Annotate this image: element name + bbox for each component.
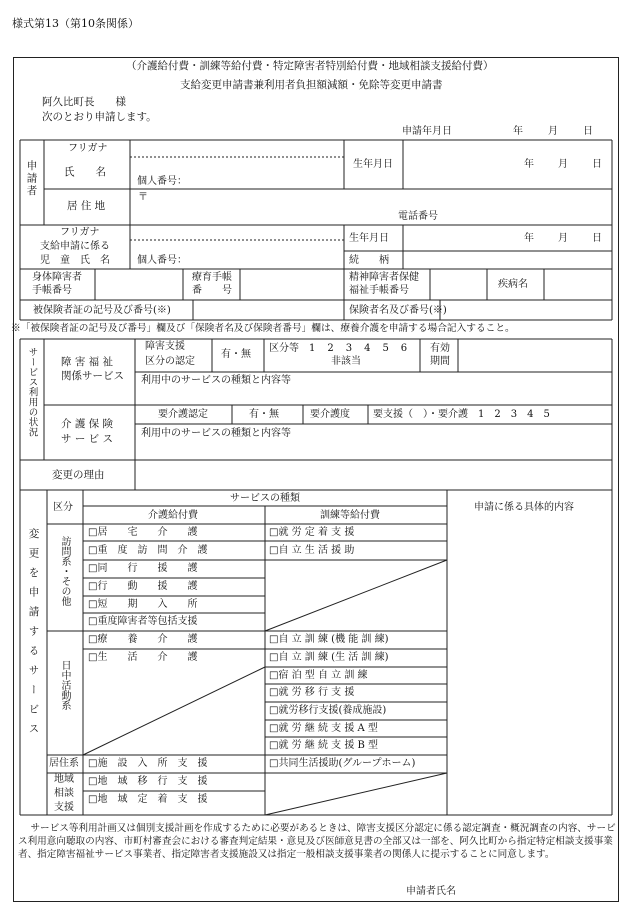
care-yes-no: 有・無 — [249, 409, 279, 420]
training-item[interactable]: □就 労 継 続 支 援 B 型 — [269, 740, 379, 751]
care-degree-label: 要介護度 — [310, 409, 350, 420]
applicant-side-label: 申請者 — [25, 160, 38, 198]
phone-label: 電話番号 — [398, 211, 438, 222]
insured-card-label: 被保険者証の記号及び番号(※) — [33, 305, 171, 316]
mental-handbook-label-2: 福祉手帳番号 — [349, 285, 409, 296]
care-item[interactable]: □行 動 援 護 — [88, 581, 198, 592]
care-item[interactable]: □重度障害者等包括支援 — [88, 616, 198, 627]
reason-label: 変更の理由 — [52, 469, 105, 481]
care-item[interactable]: □同 行 援 護 — [88, 563, 198, 574]
mental-handbook-label-1: 精神障害者保健 — [349, 272, 419, 283]
applicant-birth-month: 月 — [558, 159, 568, 170]
residential-label: 居住系 — [49, 758, 79, 769]
child-furigana-label: フリガナ — [60, 227, 100, 238]
postal-mark: 〒 — [138, 192, 148, 203]
insurer-label: 保険者名及び番号(※) — [349, 305, 447, 316]
support-cert-label-1: 障害支援 — [145, 341, 185, 352]
support-cert-label-2: 区分の認定 — [145, 356, 195, 367]
category-values: 1 2 3 4 5 6 — [309, 343, 409, 354]
regional-label-3: 支援 — [54, 802, 74, 813]
valid-period-label-2: 期間 — [430, 356, 450, 367]
care-cert-label: 要介護認定 — [158, 409, 208, 420]
child-birth-label: 生年月日 — [349, 233, 389, 244]
care-benefit-header: 介護給付費 — [148, 510, 198, 521]
welfare-label-2: 関係サービス — [61, 370, 124, 382]
child-relation-label: 続 柄 — [349, 255, 389, 266]
care-item[interactable]: □居 宅 介 護 — [88, 527, 198, 538]
regional-item[interactable]: □地 域 移 行 支 援 — [88, 776, 208, 787]
training-item[interactable]: □自 立 生 活 援 助 — [269, 545, 355, 556]
support-yes-no: 有・無 — [221, 349, 251, 360]
training-item[interactable]: □自 立 訓 練 (機 能 訓 練) — [269, 634, 389, 645]
care-insurance-label-1: 介 護 保 険 — [61, 418, 114, 430]
care-item[interactable]: □短 期 入 所 — [88, 599, 198, 610]
benefit-types: （介護給付費・訓練等給付費・特定障害者特別給付費・地域相談支援給付費） — [126, 60, 494, 72]
training-item[interactable]: □就労移行支援(養成施設) — [269, 705, 387, 716]
child-label-line1: 支給申請に係る — [40, 241, 110, 252]
applicant-birth-year: 年 — [524, 159, 534, 170]
training-item[interactable]: □自 立 訓 練 (生 活 訓 練) — [269, 652, 389, 663]
visit-group-label: 訪問系・その他 — [59, 536, 70, 606]
form-number: 様式第13（第10条関係） — [12, 17, 139, 30]
care-item[interactable]: □生 活 介 護 — [88, 652, 198, 663]
category-header: 区分 — [53, 502, 73, 513]
valid-period-label-1: 有効 — [430, 343, 450, 354]
disease-label: 疾病名 — [498, 279, 528, 290]
training-item[interactable]: □就 労 移 行 支 援 — [269, 687, 355, 698]
child-birth-year: 年 — [524, 233, 534, 244]
applicant-birth-day: 日 — [592, 159, 602, 170]
care-services-in-use-label: 利用中のサービスの種類と内容等 — [141, 428, 291, 439]
applicant-personal-no-label: 個人番号： — [137, 176, 187, 187]
applicant-address-label: 居 住 地 — [67, 200, 106, 212]
date-month: 月 — [548, 126, 558, 137]
child-birth-month: 月 — [558, 233, 568, 244]
child-label-line2: 児 童 氏 名 — [40, 255, 110, 266]
welfare-label-1: 障 害 福 祉 — [61, 356, 114, 368]
care-item[interactable]: □重 度 訪 問 介 護 — [88, 545, 208, 556]
date-day: 日 — [583, 126, 593, 137]
residential-care-item[interactable]: □施 設 入 所 支 援 — [88, 758, 208, 769]
note-text: ※「被保険者証の記号及び番号」欄及び「保険者名及び保険者番号」欄は、療養介護を申請する場合記入すること。 — [11, 323, 515, 334]
training-item[interactable]: □就 労 継 続 支 援 A 型 — [269, 723, 378, 734]
regional-label-1: 地域 — [54, 774, 74, 785]
applicant-name-label: 氏 名 — [64, 166, 106, 178]
not-applicable: 非該当 — [331, 356, 361, 367]
date-year: 年 — [513, 126, 523, 137]
intro-text: 次のとおり申請します。 — [42, 111, 157, 123]
application-date-label: 申請年月日 — [402, 126, 452, 137]
signature-label: 申請者氏名 — [406, 886, 456, 897]
care-insurance-label-2: サ ー ビ ス — [61, 433, 114, 445]
rehab-handbook-label-2: 番 号 — [192, 285, 232, 296]
service-types-header: サービスの種類 — [230, 493, 300, 504]
care-item[interactable]: □療 養 介 護 — [88, 634, 198, 645]
rehab-handbook-label-1: 療育手帳 — [192, 272, 232, 283]
category-label: 区分等 — [269, 343, 299, 354]
physical-handbook-label-1: 身体障害者 — [32, 272, 82, 283]
regional-item[interactable]: □地 域 定 着 支 援 — [88, 794, 208, 805]
physical-handbook-label-2: 手帳番号 — [32, 285, 72, 296]
change-side-label: 変更を申請するサービス — [27, 528, 40, 743]
recipient: 阿久比町長 様 — [42, 96, 126, 108]
training-item[interactable]: □宿 泊 型 自 立 訓 練 — [269, 670, 368, 681]
training-item[interactable]: □就 労 定 着 支 援 — [269, 527, 355, 538]
daytime-group-label: 日中活動系 — [59, 660, 70, 710]
child-birth-day: 日 — [592, 233, 602, 244]
care-levels: 要支援（ ）・要介護 1 2 3 4 5 — [373, 409, 550, 420]
applicant-birth-label: 生年月日 — [353, 159, 393, 170]
usage-side-label: サービス利用の状況 — [26, 347, 38, 437]
regional-label-2: 相談 — [54, 788, 74, 799]
services-in-use-label: 利用中のサービスの種類と内容等 — [141, 375, 291, 386]
child-personal-no-label: 個人番号： — [137, 255, 187, 266]
form-title: 支給変更申請書兼利用者負担額減額・免除等変更申請書 — [180, 79, 443, 91]
training-benefit-header: 訓練等給付費 — [320, 510, 380, 521]
residential-training-item[interactable]: □共同生活援助(グループホーム) — [269, 758, 416, 769]
consent-text: サービス等利用計画又は個別支援計画を作成するために必要があるときは、障害支援区分認定に係る認定調査・概況調査の内容、サービス利用意向聴取の内容、市町村審査会における審査判定結果・意見及び医師意見書の全部又は一部を、阿久比町から指定特定相談支援事業者、指定障害福祉サービス事業者、指定障害者支援施設又は指定一般相談支援事業者の関係人に提示することに同意します。 — [18, 823, 616, 860]
applicant-furigana-label: フリガナ — [68, 143, 108, 154]
specific-content-header: 申請に係る具体的内容 — [474, 502, 574, 513]
